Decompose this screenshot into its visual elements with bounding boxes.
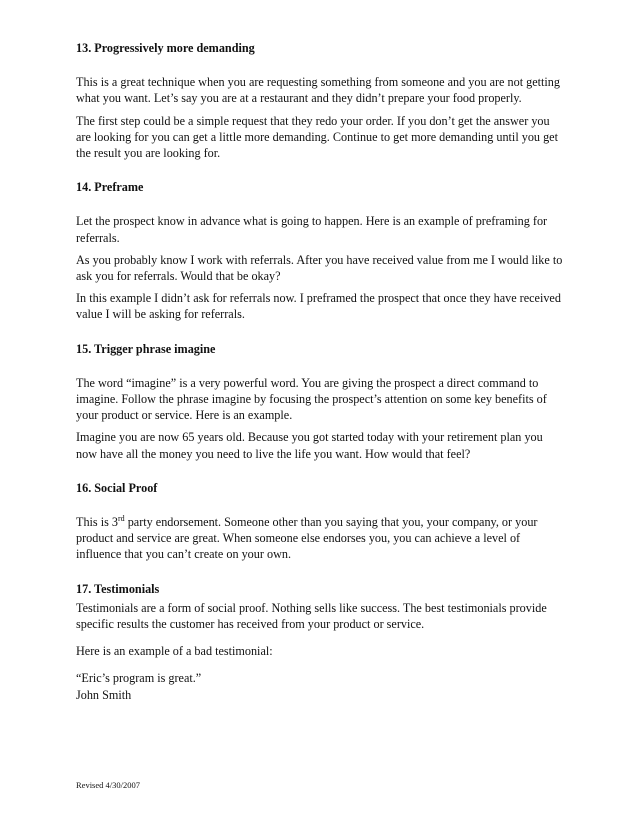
- paragraph: The first step could be a simple request that they redo your order. If you don’t get the answer you are looking for you can get a little more demanding. Continue to get more demanding until you get the result you are looking for.: [76, 113, 558, 161]
- paragraph: The word “imagine” is a very powerful word. You are giving the prospect a direct command to imagine. Follow the phrase imagine by focusing the prospect’s attention on some key benefits of your product or service. Here is an example.: [76, 375, 547, 423]
- paragraph: Testimonials are a form of social proof. Nothing sells like success. The best testimonials provide specific results the customer has received from your product or service.: [76, 600, 547, 632]
- testimonial-author: John Smith: [76, 687, 132, 702]
- section-14: [76, 179, 566, 322]
- section-heading: 16. Social Proof: [76, 480, 158, 495]
- text-run: party endorsement. Someone other than you saying that you, your company, or your product and service are great. When someone else endorses you, you can achieve a level of influence that you can’t create on your own.: [76, 515, 538, 562]
- section-15: [76, 341, 566, 462]
- paragraph: Imagine you are now 65 years old. Because you got started today with your retirement plan you now have all the money you need to live the life you want. How would that feel?: [76, 430, 543, 461]
- document-body: [76, 40, 566, 703]
- testimonial-quote: “Eric’s program is great.”: [76, 671, 202, 686]
- section-heading: 14. Preframe: [76, 180, 144, 195]
- paragraph: In this example I didn’t ask for referrals now. I preframed the prospect that once they have received value I will be asking for referrals.: [76, 291, 561, 322]
- superscript: rd: [117, 514, 125, 523]
- section-16: [76, 480, 566, 563]
- paragraph: As you probably know I work with referrals. After you have received value from me I would like to ask you for referrals. Would that be okay?: [76, 252, 563, 284]
- paragraph: Let the prospect know in advance what is going to happen. Here is an example of preframing for referrals.: [76, 214, 548, 245]
- section-heading: 15. Trigger phrase imagine: [76, 341, 216, 356]
- section-heading: 17. Testimonials: [76, 581, 160, 596]
- paragraph: [76, 514, 566, 563]
- paragraph: Here is an example of a bad testimonial:: [76, 644, 273, 659]
- text-run: This is 3: [76, 515, 118, 530]
- section-17: [76, 581, 566, 703]
- section-13: [76, 40, 566, 161]
- section-heading: 13. Progressively more demanding: [76, 41, 255, 55]
- page-footer: Revised 4/30/2007: [76, 780, 140, 790]
- paragraph: This is a great technique when you are requesting something from someone and you are not getting what you want. Let’s say you are at a restaurant and they didn’t prepare your food properly.: [76, 75, 560, 106]
